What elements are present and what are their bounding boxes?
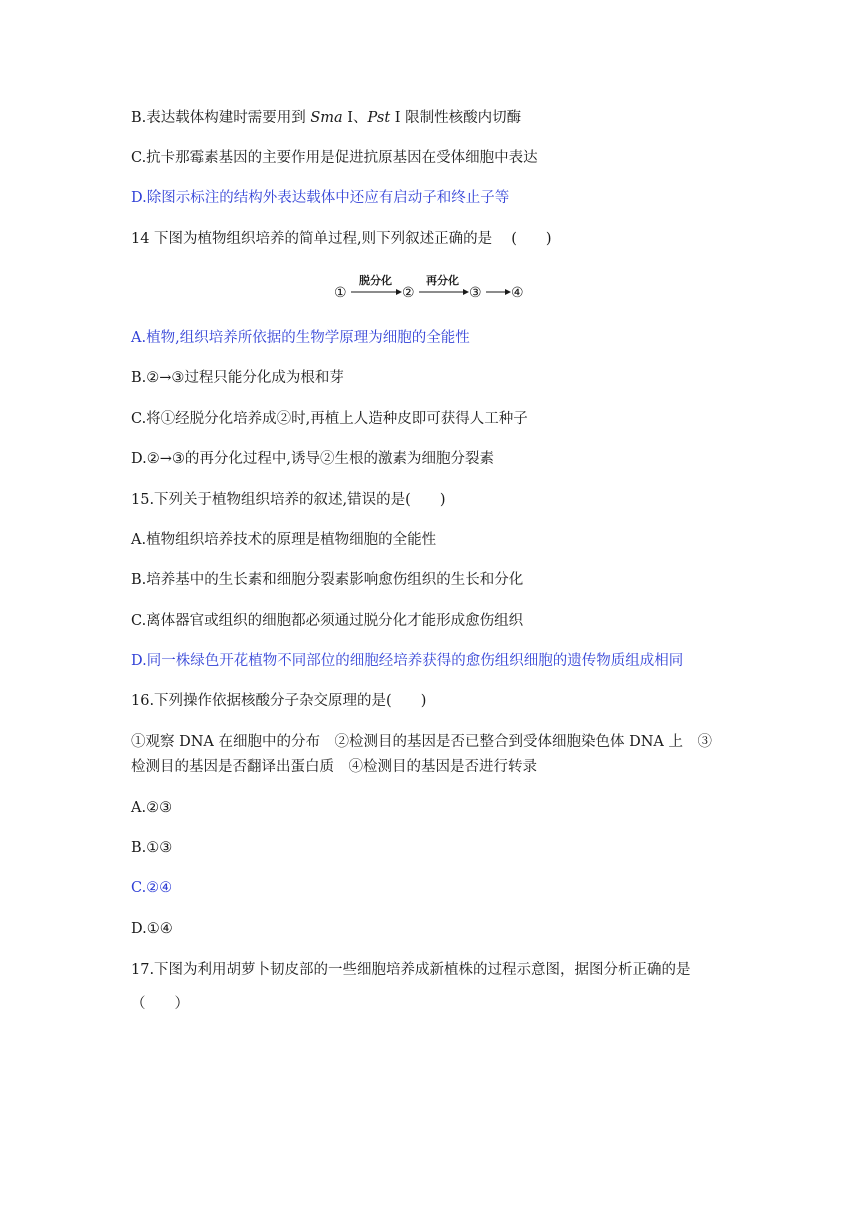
q17-stem-line-2: （ ） — [131, 996, 189, 1012]
q15-option-a: A.植物组织培养技术的原理是植物细胞的全能性 — [131, 532, 437, 548]
diagram-node-1: ① — [334, 285, 347, 301]
q14-option-d: D.②→③的再分化过程中,诱导②生根的激素为细胞分裂素 — [131, 451, 494, 467]
q16-option-a: A.②③ — [131, 800, 173, 816]
q13-option-c: C.抗卡那霉素基因的主要作用是促进抗原基因在受体细胞中表达 — [131, 150, 538, 166]
q13-option-b — [131, 108, 521, 128]
diagram-label-redifferentiation: 再分化 — [426, 274, 459, 287]
q16-stem: 16.下列操作依据核酸分子杂交原理的是( ) — [131, 693, 427, 709]
q13-option-b-suffix: Ⅰ 限制性核酸内切酶 — [390, 110, 522, 126]
q16-items-line-1: ①观察 DNA 在细胞中的分布 ②检测目的基因是否已整合到受体细胞染色体 DNA 上 ③ — [131, 734, 713, 750]
q16-items-line-2: 检测目的基因是否翻译出蛋白质 ④检测目的基因是否进行转录 — [131, 759, 537, 775]
q16-option-c-answer: C.②④ — [131, 880, 173, 896]
q13-option-d-answer: D.除图示标注的结构外表达载体中还应有启动子和终止子等 — [131, 190, 510, 206]
q17-stem-line-1: 17.下图为利用胡萝卜韧皮部的一些细胞培养成新植株的过程示意图，据图分析正确的是 — [131, 962, 691, 978]
diagram-label-dedifferentiation: 脱分化 — [359, 274, 392, 287]
q13-option-b-prefix: B.表达载体构建时需要用到 — [131, 110, 311, 126]
q14-process-diagram — [330, 270, 530, 304]
q15-option-b: B.培养基中的生长素和细胞分裂素影响愈伤组织的生长和分化 — [131, 572, 524, 588]
q15-option-d-answer: D.同一株绿色开花植物不同部位的细胞经培养获得的愈伤组织细胞的遗传物质组成相同 — [131, 653, 684, 669]
diagram-node-2: ② — [402, 285, 415, 301]
q13-option-b-pst: Pst — [367, 110, 391, 126]
q13-option-b-sma: Sma — [310, 110, 343, 126]
q15-option-c: C.离体器官或组织的细胞都必须通过脱分化才能形成愈伤组织 — [131, 613, 524, 629]
diagram-node-3: ③ — [469, 285, 482, 301]
q14-option-b: B.②→③过程只能分化成为根和芽 — [131, 370, 344, 386]
q16-option-b: B.①③ — [131, 840, 173, 856]
q14-option-a-answer: A.植物,组织培养所依据的生物学原理为细胞的全能性 — [131, 330, 470, 346]
q13-option-b-mid: Ⅰ、 — [342, 110, 368, 126]
q15-stem: 15.下列关于植物组织培养的叙述,错误的是( ) — [131, 492, 446, 508]
q14-option-c: C.将①经脱分化培养成②时,再植上人造种皮即可获得人工种子 — [131, 411, 528, 427]
diagram-node-4: ④ — [511, 285, 524, 301]
q16-option-d: D.①④ — [131, 921, 173, 937]
q14-stem: 14 下图为植物组织培养的简单过程,则下列叙述正确的是 ( ) — [131, 231, 552, 247]
